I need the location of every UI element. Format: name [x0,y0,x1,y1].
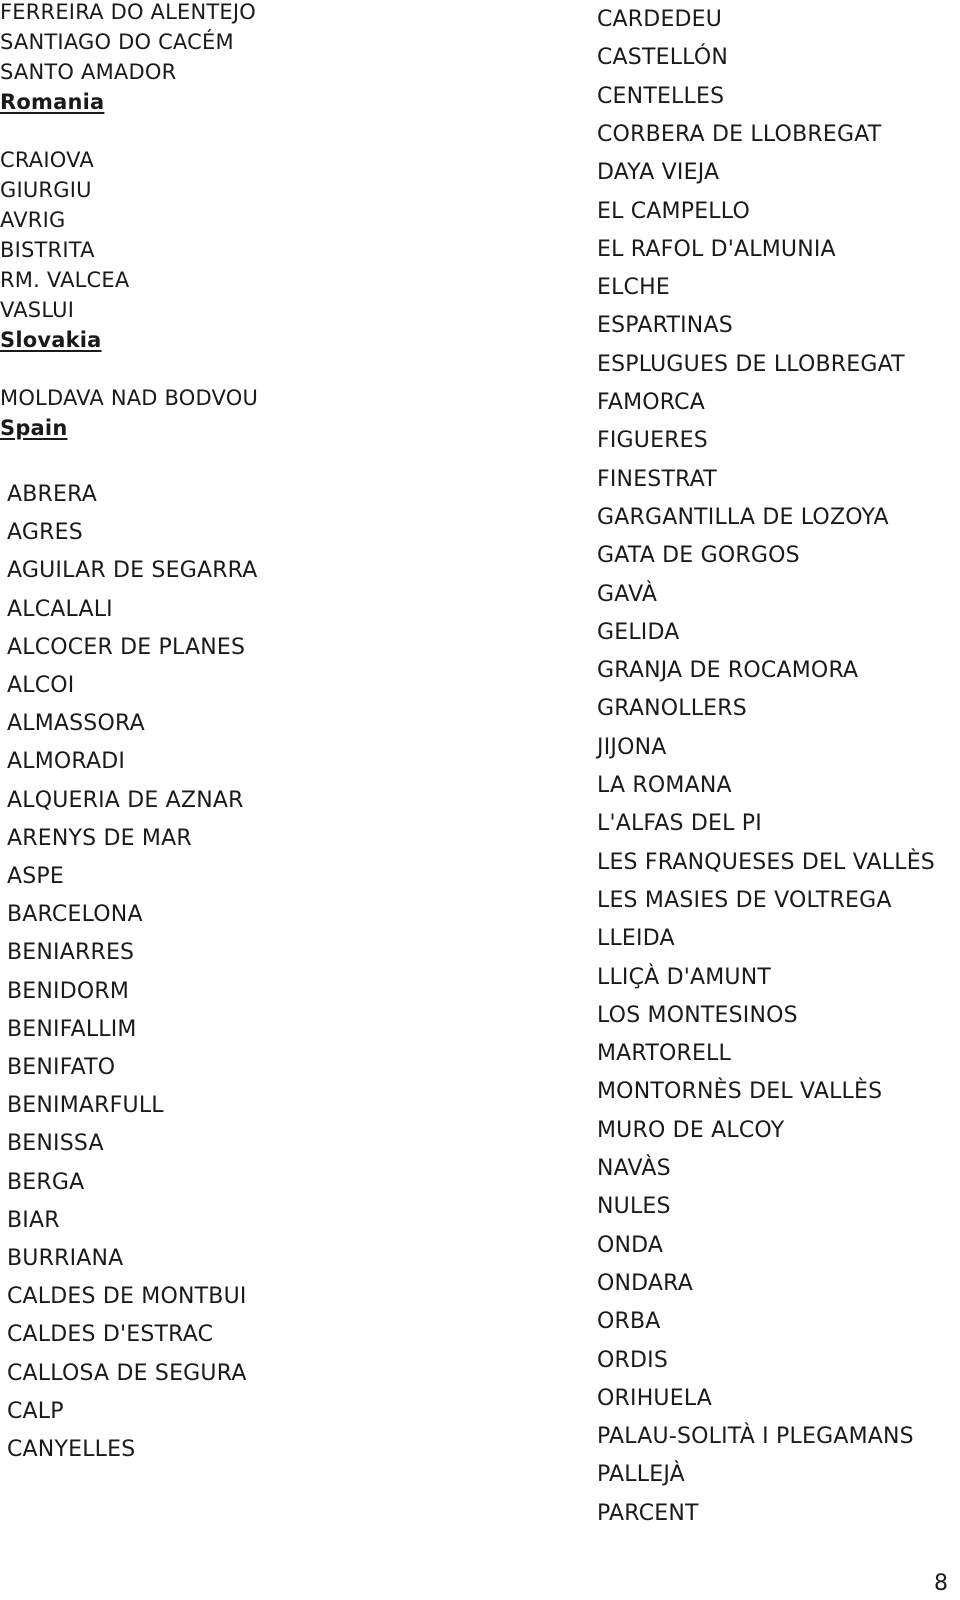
city-item: PALAU-SOLITÀ I PLEGAMANS [597,1424,914,1450]
city-item: NAVÀS [597,1156,671,1181]
city-item: GATA DE GORGOS [597,543,800,569]
city-item: BENIDORM [7,978,130,1004]
city-item: BENISSA [7,1131,104,1157]
city-item: CASTELLÓN [597,45,729,71]
city-item: ABRERA [7,482,97,507]
city-item: CARDEDEU [597,7,723,32]
country-heading: Slovakia [0,328,102,352]
city-item: CRAIOVA [0,148,94,172]
city-item: LLEIDA [597,926,675,952]
city-item: MONTORNÈS DEL VALLÈS [597,1079,883,1105]
city-item: ALCOI [7,673,75,698]
city-item: BENIMARFULL [7,1093,164,1119]
city-item: CALDES D'ESTRAC [7,1322,214,1348]
city-item: CENTELLES [597,83,725,109]
city-item: BENIFATO [7,1055,116,1080]
city-item: BENIARRES [7,940,135,966]
city-item: MURO DE ALCOY [597,1117,785,1143]
city-item: MARTORELL [597,1041,731,1067]
city-item: ONDA [597,1232,664,1258]
city-item: ORBA [597,1309,661,1335]
city-item: GELIDA [597,619,680,645]
city-item: BERGA [7,1169,85,1195]
city-item: VASLUI [0,298,75,322]
city-item: BIAR [7,1207,60,1233]
city-item: SANTO AMADOR [0,60,177,84]
city-item: ASPE [7,864,64,889]
city-item: FAMORCA [597,390,705,415]
city-item: CORBERA DE LLOBREGAT [597,121,882,147]
city-item: BARCELONA [7,902,143,928]
city-item: GRANJA DE ROCAMORA [597,658,859,684]
city-item: EL CAMPELLO [597,198,750,224]
city-item: ALCOCER DE PLANES [7,634,246,660]
city-item: MOLDAVA NAD BODVOU [0,386,259,410]
page-number: 8 [934,1571,948,1596]
city-item: ESPLUGUES DE LLOBREGAT [597,351,905,377]
city-item: CALDES DE MONTBUI [7,1284,247,1310]
city-item: GAVÀ [597,581,658,607]
city-item: JIJONA [597,734,667,760]
city-item: DAYA VIEJA [597,160,720,186]
city-item: CALP [7,1398,64,1424]
city-item: BENIFALLIM [7,1016,137,1042]
city-item: ONDARA [597,1270,694,1296]
city-item: ALQUERIA DE AZNAR [7,787,244,813]
city-item: LES FRANQUESES DEL VALLÈS [597,849,935,875]
city-item: GIURGIU [0,178,92,202]
city-item: GARGANTILLA DE LOZOYA [597,504,889,530]
city-item: NULES [597,1194,671,1220]
city-item: ESPARTINAS [597,313,733,339]
city-item: EL RAFOL D'ALMUNIA [597,236,836,262]
city-item: ORDIS [597,1347,668,1373]
city-item: LA ROMANA [597,773,732,798]
city-item: FERREIRA DO ALENTEJO [0,0,257,24]
city-item: FINESTRAT [597,466,717,492]
city-item: BISTRITA [0,238,95,262]
city-item: LOS MONTESINOS [597,1002,798,1028]
city-item: PARCENT [597,1500,699,1526]
city-item: AGUILAR DE SEGARRA [7,558,258,584]
country-heading: Romania [0,90,105,114]
city-item: RM. VALCEA [0,268,130,292]
city-item: ORIHUELA [597,1385,713,1411]
city-item: PALLEJÀ [597,1462,685,1488]
city-item: ALMASSORA [7,711,145,737]
city-item: LES MASIES DE VOLTREGA [597,887,892,913]
city-item: BURRIANA [7,1246,124,1271]
city-item: ALMORADI [7,749,126,775]
country-heading: Spain [0,416,68,440]
city-item: CANYELLES [7,1437,136,1462]
city-item: CALLOSA DE SEGURA [7,1360,247,1386]
city-item: AGRES [7,520,83,546]
city-item: L'ALFAS DEL PI [597,811,762,837]
city-item: GRANOLLERS [597,696,747,722]
city-item: ELCHE [597,275,670,301]
city-item: AVRIG [0,208,66,232]
city-item: ARENYS DE MAR [7,825,192,851]
city-item: SANTIAGO DO CACÉM [0,30,234,54]
city-item: ALCALALI [7,596,113,622]
city-item: LLIÇÀ D'AMUNT [597,964,772,990]
city-item: FIGUERES [597,428,708,454]
